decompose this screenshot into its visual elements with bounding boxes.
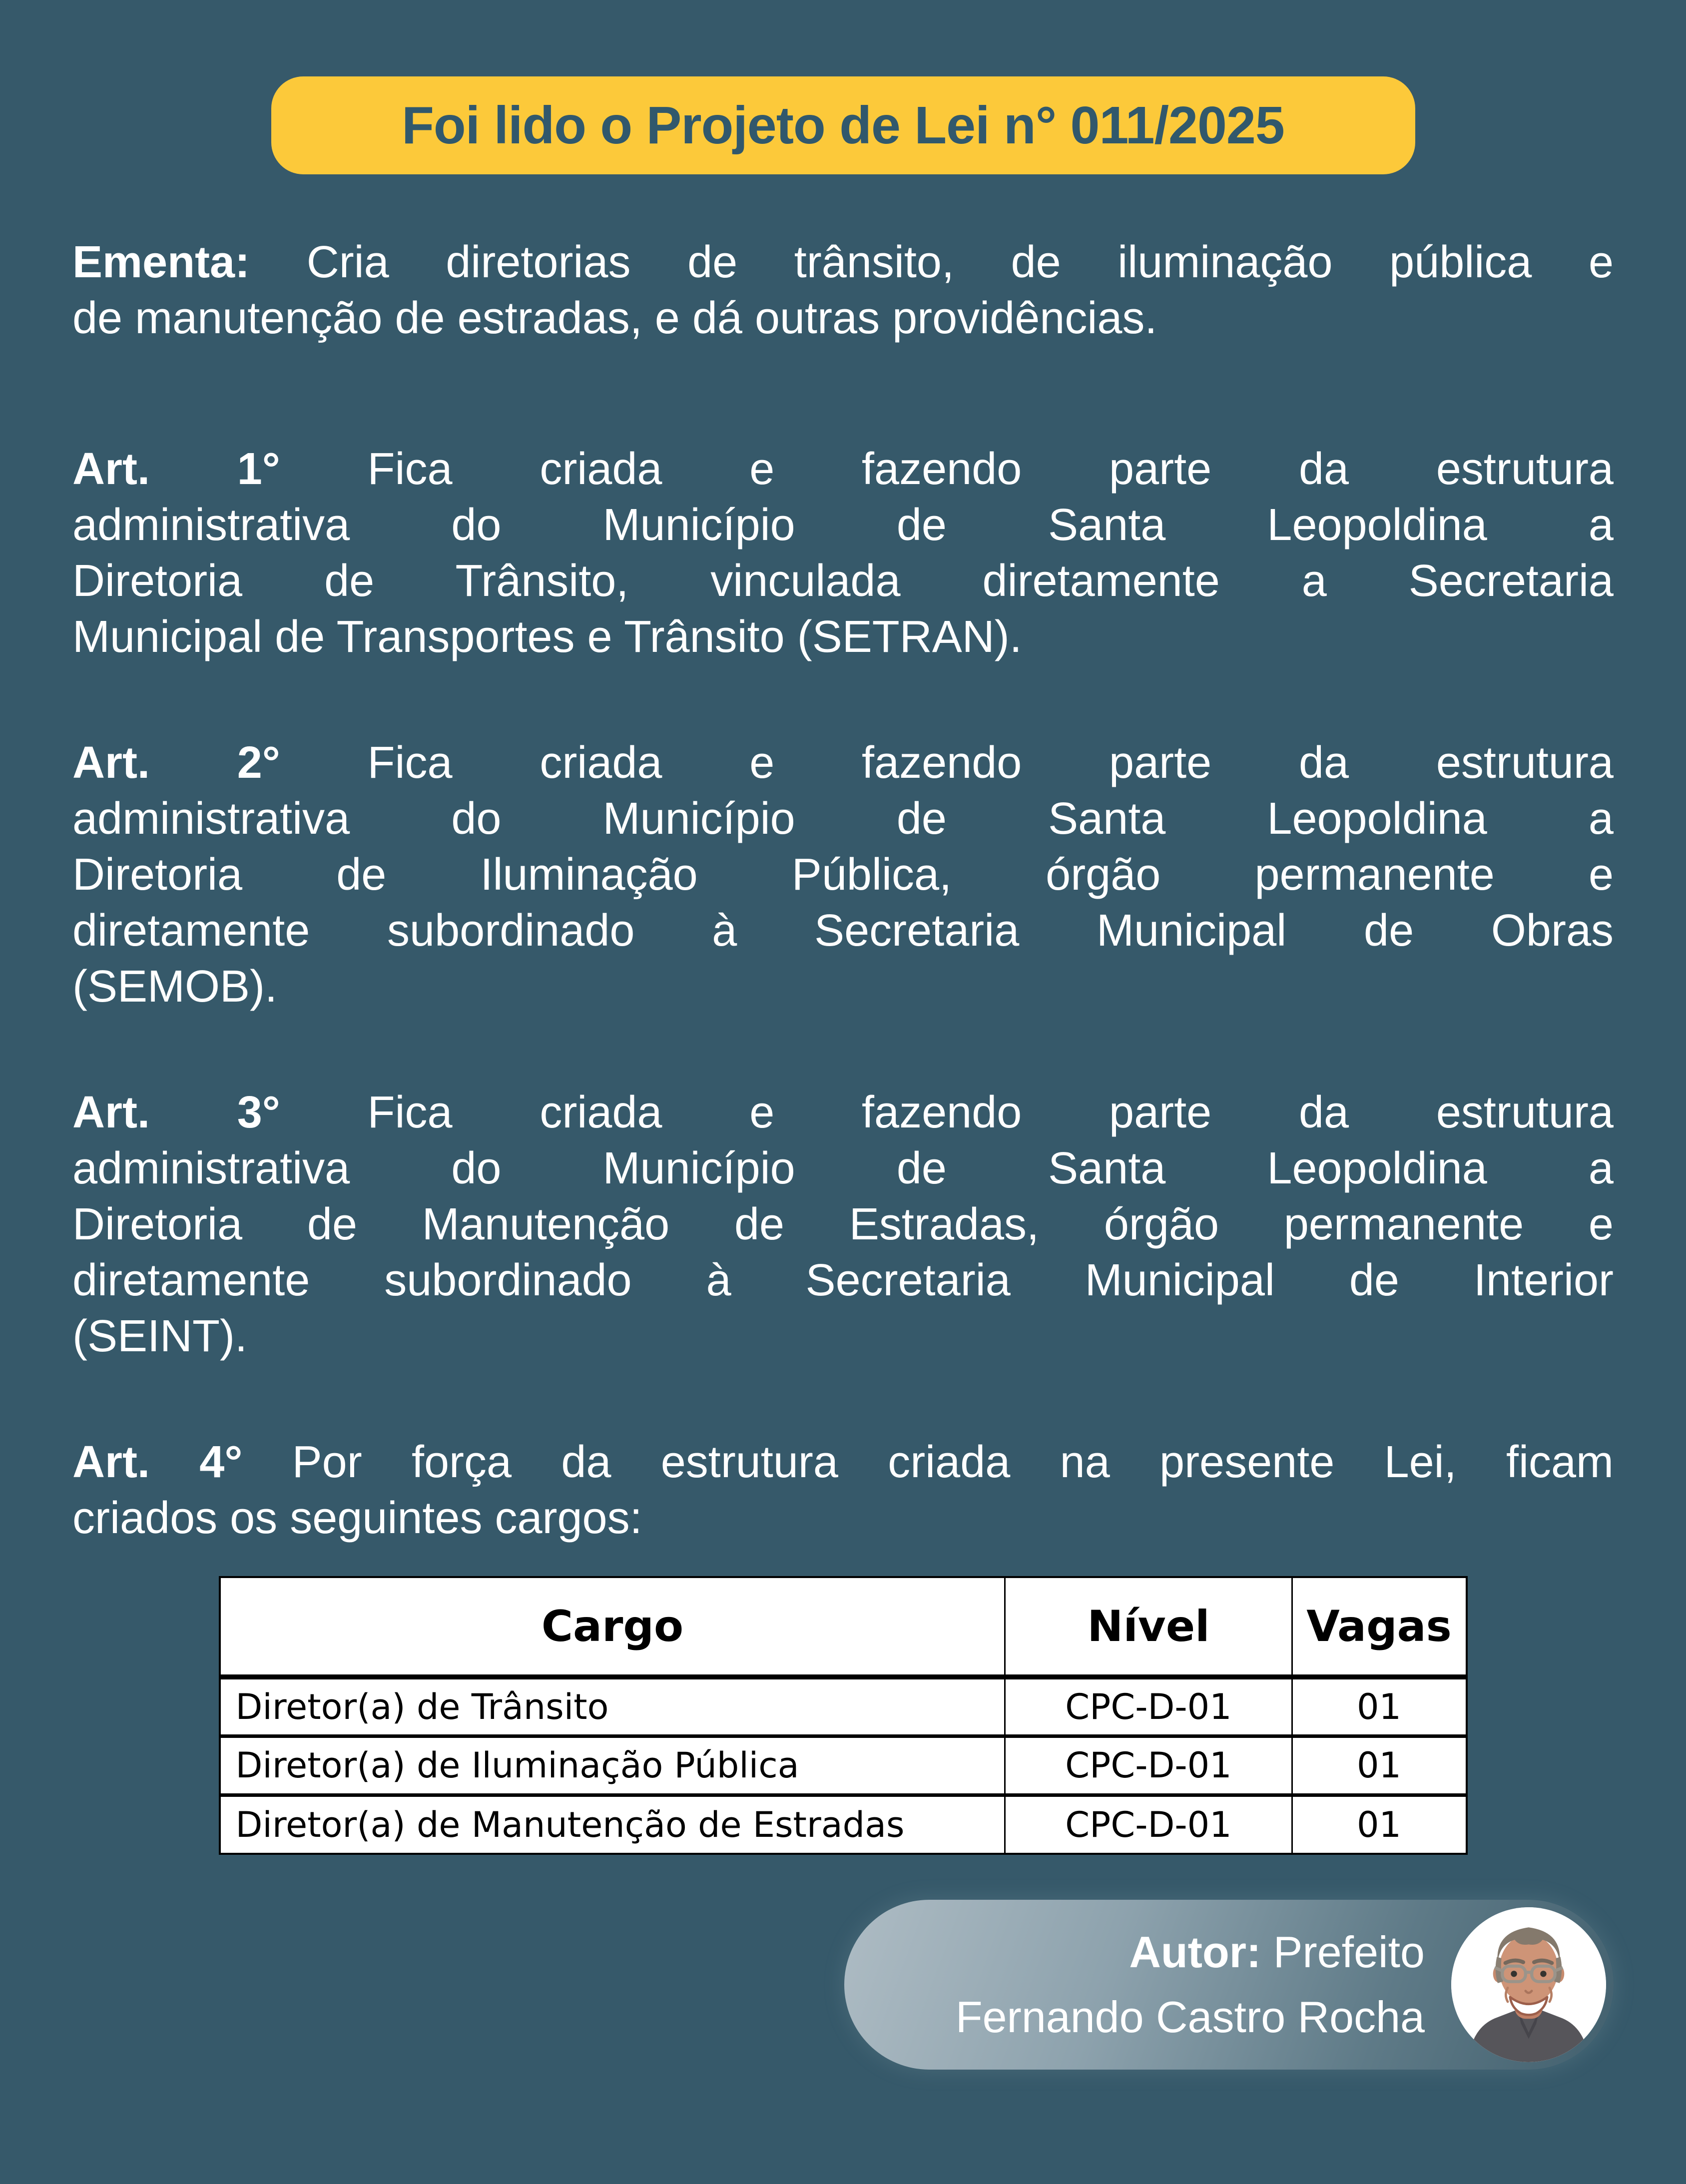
text-line: administrativa do Município de Santa Leopoldina a	[72, 1143, 1614, 1193]
text-line: diretamente subordinado à Secretaria Municipal de Obras	[72, 906, 1614, 956]
text-line: Art. 1° Fica criada e fazendo parte da estrutura	[72, 444, 1614, 494]
text-line: Diretoria de Trânsito, vinculada diretamente a Secretaria	[72, 556, 1614, 606]
table-row	[220, 1795, 1467, 1854]
text-line: (SEMOB).	[72, 962, 278, 1012]
author-role: Prefeito	[1261, 1927, 1425, 1977]
author-line-1	[956, 1920, 1425, 1985]
table-cell: 01	[1292, 1736, 1466, 1795]
author-text	[956, 1900, 1425, 2070]
paragraph-art-2	[72, 735, 1614, 1015]
table-header-row	[220, 1577, 1467, 1677]
text-line: administrativa do Município de Santa Leopoldina a	[72, 500, 1614, 550]
title-banner	[271, 76, 1415, 174]
text-line: Municipal de Transportes e Trânsito (SETRAN).	[72, 612, 1022, 662]
text-line: Art. 3° Fica criada e fazendo parte da estrutura	[72, 1088, 1614, 1137]
text-line: Diretoria de Iluminação Pública, órgão permanente e	[72, 850, 1614, 900]
author-photo	[1451, 1907, 1606, 2062]
header-cell: Nível	[1005, 1577, 1292, 1677]
author-photo-illustration	[1451, 1907, 1606, 2062]
header-cell: Cargo	[541, 1601, 684, 1651]
text-line: de manutenção de estradas, e dá outras providências.	[72, 293, 1157, 343]
table-cell: 01	[1292, 1677, 1466, 1736]
table-row	[220, 1736, 1467, 1795]
text-line: Art. 4° Por força da estrutura criada na presente Lei, ficam	[72, 1437, 1614, 1487]
paragraph-art-4	[72, 1434, 1614, 1546]
table-cell: Diretor(a) de Manutenção de Estradas	[235, 1804, 905, 1845]
author-badge	[844, 1900, 1614, 2070]
table-cell: CPC-D-01	[1005, 1795, 1292, 1854]
text-line: Ementa: Cria diretorias de trânsito, de iluminação pública e	[72, 237, 1614, 287]
table-cell: CPC-D-01	[1005, 1677, 1292, 1736]
paragraph-art-3	[72, 1085, 1614, 1364]
page-title: Foi lido o Projeto de Lei n° 011/2025	[402, 95, 1284, 155]
table-cell: CPC-D-01	[1005, 1736, 1292, 1795]
table-body	[220, 1677, 1467, 1854]
table-row	[220, 1677, 1467, 1736]
article-list	[0, 174, 1686, 1546]
text-line: administrativa do Município de Santa Leopoldina a	[72, 794, 1614, 844]
header-cell: Vagas	[1292, 1577, 1466, 1677]
table-cell: Diretor(a) de Iluminação Pública	[235, 1745, 799, 1786]
text-line: criados os seguintes cargos:	[72, 1493, 642, 1543]
table-cell: 01	[1292, 1795, 1466, 1854]
text-line: diretamente subordinado à Secretaria Municipal de Interior	[72, 1255, 1614, 1305]
author-label: Autor:	[1129, 1927, 1261, 1977]
paragraph-art-1	[72, 441, 1614, 665]
text-line: Art. 2° Fica criada e fazendo parte da estrutura	[72, 738, 1614, 788]
text-line: (SEINT).	[72, 1311, 247, 1361]
text-line: Diretoria de Manutenção de Estradas, órgão permanente e	[72, 1199, 1614, 1249]
paragraph-ementa	[72, 234, 1614, 346]
author-line-2: Fernando Castro Rocha	[955, 1992, 1425, 2042]
cargos-table	[219, 1576, 1468, 1855]
table-cell: Diretor(a) de Trânsito	[235, 1686, 609, 1727]
